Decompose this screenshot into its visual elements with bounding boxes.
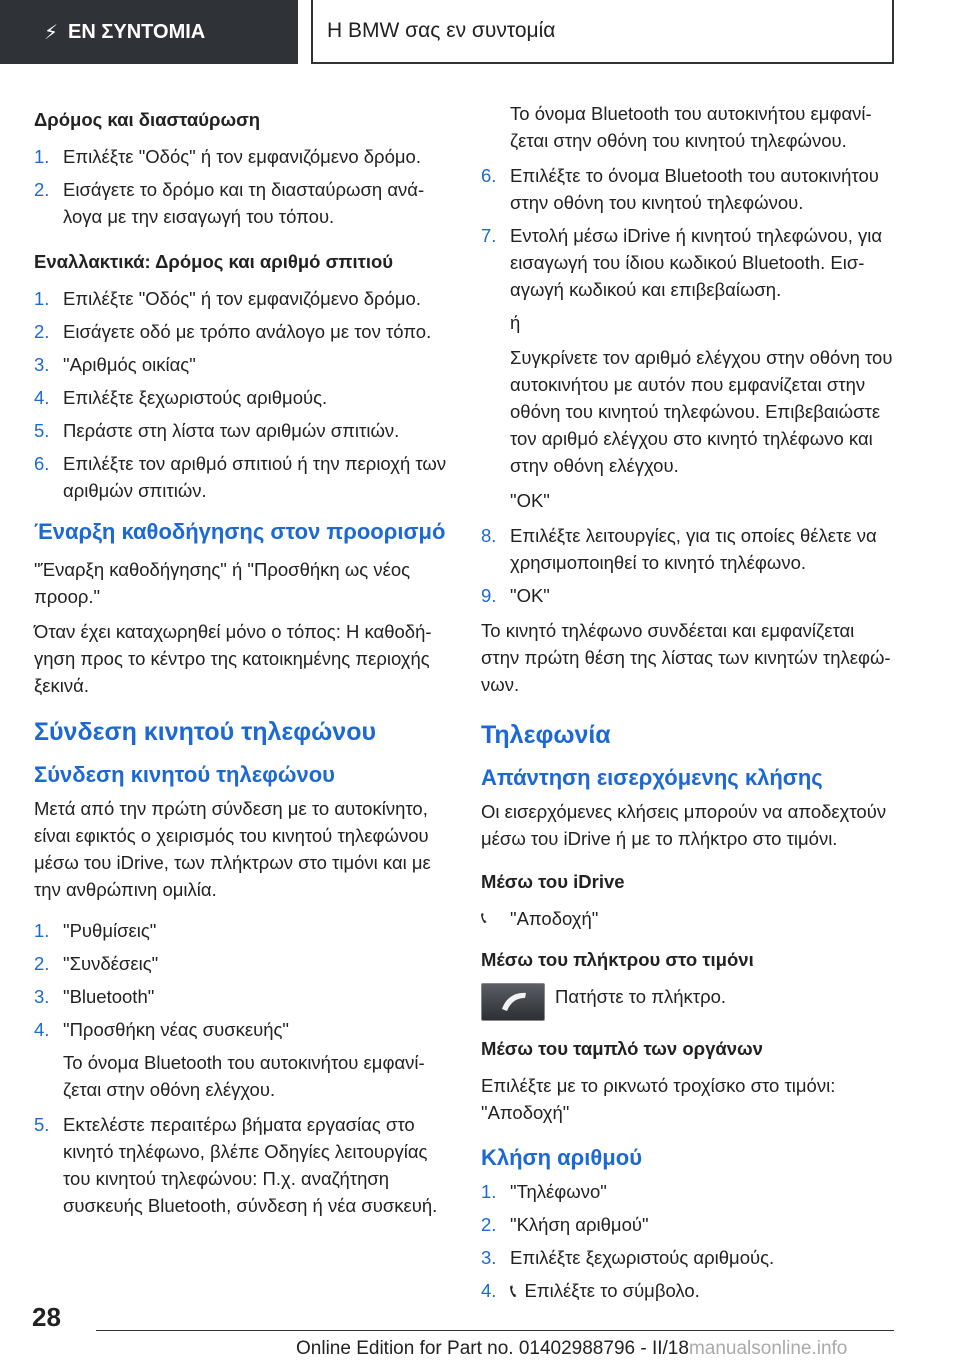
chapter-title: Η BMW σας εν συντομία xyxy=(311,0,894,64)
right-column xyxy=(481,100,896,1312)
watermark: manualsonline.info xyxy=(688,1338,848,1359)
section-tab xyxy=(0,0,298,64)
step-note: Το όνομα Bluetooth του αυτοκινήτου εμφανίζεται στην οθόνη του κινητού τηλεφώνου. xyxy=(510,103,872,151)
list-item: 1. Επιλέξτε "Οδός" ή τον εμφανιζόμενο δρόμο. xyxy=(34,288,421,309)
list-item: 2. Εισάγετε το δρόμο και τη διασταύρωση ανάλογα με την εισαγωγή του τόπου. xyxy=(34,179,425,227)
connect-steps-continued xyxy=(481,162,896,609)
page-number: 28 xyxy=(32,1302,61,1332)
connect-phone-intro: Μετά από την πρώτη σύνδεση με το αυτοκίνητο, είναι εφικτός ο χειρισμός του κινητού τηλεφώνου μέσω του iDrive, των πλήκτρων στο τιμόνι και με την ανθρώπινη ομιλία. xyxy=(34,798,431,900)
via-panel-heading: Μέσω του ταμπλό των οργάνων xyxy=(481,1038,763,1059)
via-wheel-heading: Μέσω του πλήκτρου στο τιμόνι xyxy=(481,949,754,970)
street-heading: Δρόμος και διασταύρωση xyxy=(34,109,261,130)
list-item: 3. "Bluetooth" xyxy=(34,986,155,1007)
section-tab-label: ΕΝ ΣΥΝΤΟΜΙΑ xyxy=(68,20,206,43)
telephony-title: Τηλεφωνία xyxy=(481,721,611,749)
list-item: 9. "OK" xyxy=(481,585,550,606)
list-item: 4. Επιλέξτε ξεχωριστούς αριθμούς. xyxy=(34,387,328,408)
via-panel-text: Επιλέξτε με το ρικνωτό τροχίσκο στο τιμόνι: "Αποδοχή" xyxy=(481,1075,836,1123)
list-item: 7. Εντολή μέσω iDrive ή κινητού τηλεφώνου, για εισαγωγή του ίδιου κωδικού Bluetooth. Εισαγωγή κωδικού και επιβεβαίωση. xyxy=(481,225,883,300)
list-item: 6. Επιλέξτε το όνομα Bluetooth του αυτοκινήτου στην οθόνη του κινητού τηλεφώνου. xyxy=(481,165,879,213)
list-item: 2. Εισάγετε οδό με τρόπο ανάλογο με τον τόπο. xyxy=(34,321,432,342)
list-item: 4. "Προσθήκη νέας συσκευής" xyxy=(34,1019,290,1040)
step-note: Το όνομα Bluetooth του αυτοκινήτου εμφανίζεται στην οθόνη ελέγχου. xyxy=(63,1052,425,1100)
list-item: 4. 📞︎ Επιλέξτε το σύμβολο. xyxy=(481,1280,700,1301)
list-item: 6. Επιλέξτε τον αριθμό σπιτιού ή την περιοχή των αριθμών σπιτιών. xyxy=(34,453,447,501)
step-or: ή xyxy=(510,312,521,333)
connect-phone-subtitle: Σύνδεση κινητού τηλεφώνου xyxy=(34,762,335,787)
footer-divider xyxy=(96,1330,894,1331)
dial-steps xyxy=(481,1178,896,1304)
dial-number-heading: Κλήση αριθμού xyxy=(481,1145,643,1170)
connect-steps xyxy=(34,917,449,1219)
via-wheel-row: Πατήστε το πλήκτρο. xyxy=(481,983,896,1021)
left-column xyxy=(34,100,449,1227)
phone-handset-icon: 📞︎ xyxy=(481,910,487,927)
guidance-text-2: Όταν έχει καταχωρηθεί μόνο ο τόπος: Η καθοδήγηση προς το κέντρο της κατοικημένης περιοχής ξεκινά. xyxy=(34,621,432,696)
list-item: 3. "Αριθμός οικίας" xyxy=(34,354,196,375)
list-item: 2. "Συνδέσεις" xyxy=(34,953,159,974)
alt-steps xyxy=(34,285,449,504)
answer-call-intro: Οι εισερχόμενες κλήσεις μπορούν να αποδεχτούν μέσω του iDrive ή με το πλήκτρο στο τιμόνι. xyxy=(481,801,887,849)
via-idrive-row: 📞︎ "Αποδοχή" xyxy=(481,905,896,932)
list-item: 1. "Ρυθμίσεις" xyxy=(34,920,157,941)
steering-phone-button-icon xyxy=(481,983,545,1021)
list-item: 8. Επιλέξτε λειτουργίες, για τις οποίες θέλετε να χρησιμοποιηθεί το κινητό τηλέφωνο. xyxy=(481,525,877,573)
street-steps xyxy=(34,143,449,230)
alt-heading: Εναλλακτικά: Δρόμος και αριθμό σπιτιού xyxy=(34,251,394,272)
list-item: 2. "Κλήση αριθμού" xyxy=(481,1214,649,1235)
phone-handset-icon: 📞︎ xyxy=(510,1280,517,1301)
footer-edition: Online Edition for Part no. 01402988796 - II/18manualsonline.info xyxy=(296,1338,848,1359)
answer-call-heading: Απάντηση εισερχόμενης κλήσης xyxy=(481,765,823,790)
list-item: 1. Επιλέξτε "Οδός" ή τον εμφανιζόμενο δρόμο. xyxy=(34,146,421,167)
step-ok: "OK" xyxy=(510,490,550,511)
list-item: 5. Περάστε στη λίστα των αριθμών σπιτιών. xyxy=(34,420,400,441)
via-idrive-heading: Μέσω του iDrive xyxy=(481,871,625,892)
list-item: 1. "Τηλέφωνο" xyxy=(481,1181,607,1202)
list-item: 5. Εκτελέστε περαιτέρω βήματα εργασίας στο κινητό τηλέφωνο, βλέπε Οδηγίες λειτουργίας του κινητού τηλεφώνου: Π.χ. αναζήτηση συσκευής Bluetooth, σύνδεση ή νέα συσκευή. xyxy=(34,1114,438,1216)
step-alternative: Συγκρίνετε τον αριθμό ελέγχου στην οθόνη του αυτοκινήτου με αυτόν που εμφανίζεται στην οθόνη του κινητού τηλεφώνου. Επιβεβαιώστε τον αριθμό ελέγχου στο κινητό τηλέφωνο και στην οθόνη ελέγχου. xyxy=(510,347,893,476)
connect-phone-title: Σύνδεση κινητού τηλεφώνου xyxy=(34,718,377,746)
list-item: 3. Επιλέξτε ξεχωριστούς αριθμούς. xyxy=(481,1247,775,1268)
quick-lightning-icon: ⚡︎ xyxy=(44,21,59,44)
connect-result: Το κινητό τηλέφωνο συνδέεται και εμφανίζεται στην πρώτη θέση της λίστας των κινητών τηλεφώνων. xyxy=(481,620,891,695)
guidance-heading: Έναρξη καθοδήγησης στον προορισμό xyxy=(34,519,446,544)
guidance-text-1: "Έναρξη καθοδήγησης" ή "Προσθήκη ως νέος προορ." xyxy=(34,559,411,607)
